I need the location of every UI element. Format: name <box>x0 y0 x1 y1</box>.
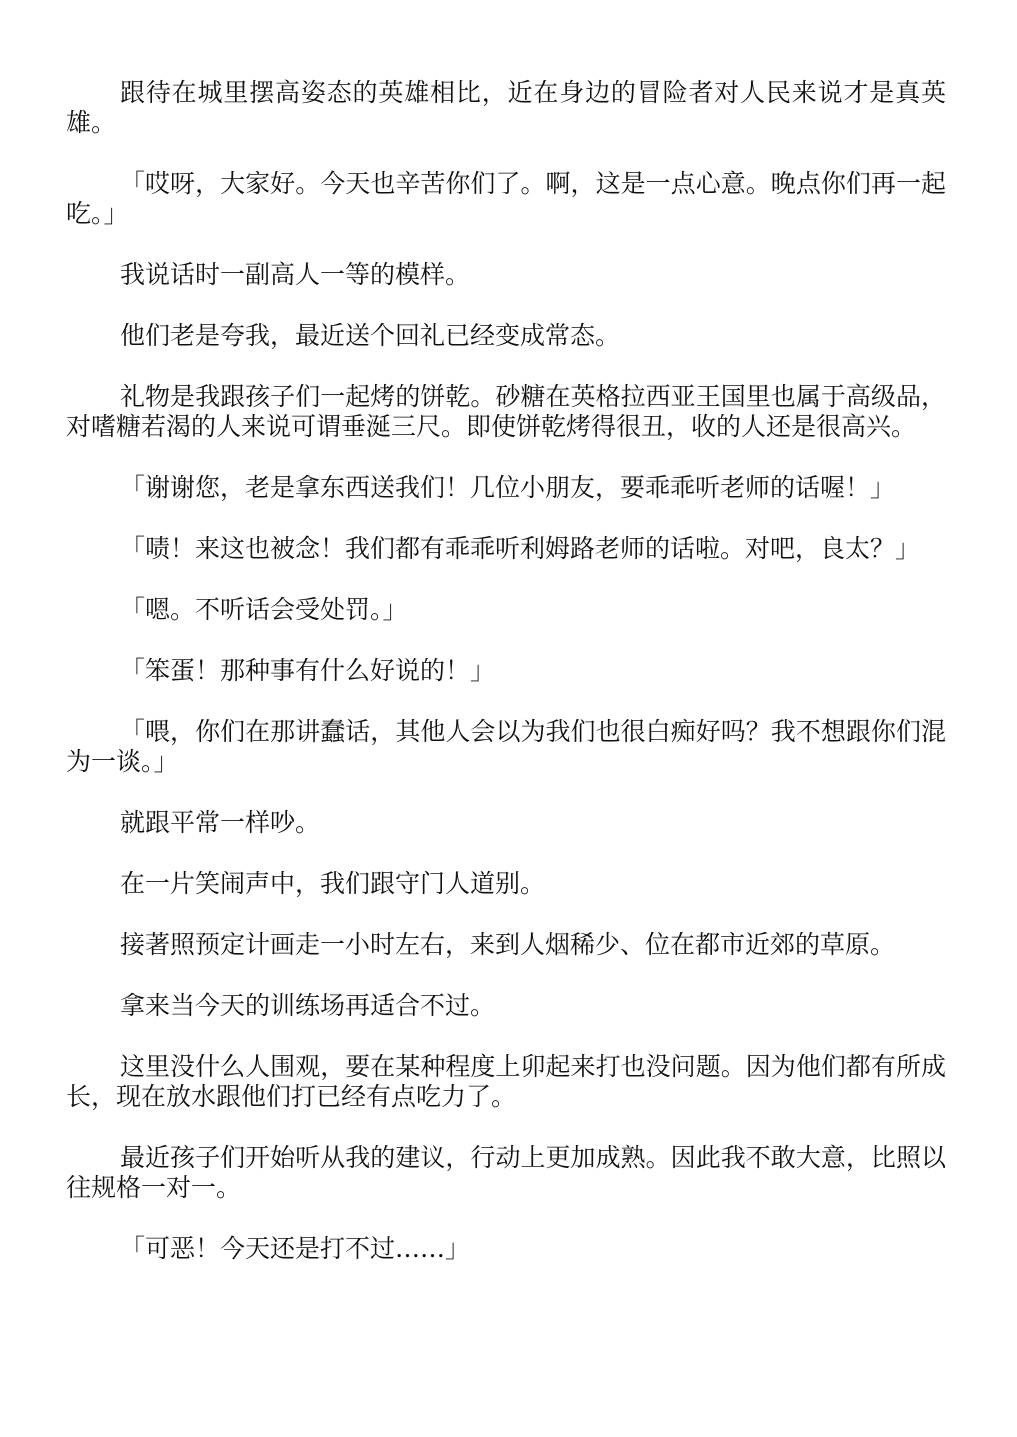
paragraph: 就跟平常一样吵。 <box>120 808 321 837</box>
paragraph: 在一片笑闹声中，我们跟守门人道别。 <box>120 869 546 898</box>
paragraph: 「笨蛋！那种事有什么好说的！」 <box>120 656 496 685</box>
paragraph: 最近孩子们开始听从我的建议，行动上更加成熟。因此我不敢大意，比照以往规格一对一。 <box>66 1143 946 1202</box>
paragraph: 拿来当今天的训练场再适合不过。 <box>120 991 496 1020</box>
paragraph: 我说话时一副高人一等的模样。 <box>120 260 471 289</box>
document-page <box>66 78 946 1295</box>
paragraph: 「可恶！今天还是打不过……」 <box>120 1234 471 1263</box>
paragraph: 接著照预定计画走一小时左右，来到人烟稀少、位在都市近郊的草原。 <box>120 930 896 959</box>
paragraph: 这里没什么人围观，要在某种程度上卯起来打也没问题。因为他们都有所成长，现在放水跟他们打已经有点吃力了。 <box>66 1052 946 1111</box>
paragraph: 他们老是夸我，最近送个回礼已经变成常态。 <box>120 321 621 350</box>
paragraph: 「嗯。不听话会受处罚。」 <box>120 595 408 624</box>
paragraph: 跟待在城里摆高姿态的英雄相比，近在身边的冒险者对人民来说才是真英雄。 <box>66 78 946 137</box>
paragraph: 「喂，你们在那讲蠢话，其他人会以为我们也很白痴好吗？我不想跟你们混为一谈。」 <box>66 717 946 776</box>
paragraph: 「哎呀，大家好。今天也辛苦你们了。啊，这是一点心意。晚点你们再一起吃。」 <box>66 169 946 228</box>
paragraph: 「谢谢您，老是拿东西送我们！几位小朋友，要乖乖听老师的话喔！」 <box>120 473 896 502</box>
paragraph: 「啧！来这也被念！我们都有乖乖听利姆路老师的话啦。对吧，良太？」 <box>120 534 921 563</box>
paragraph: 礼物是我跟孩子们一起烤的饼乾。砂糖在英格拉西亚王国里也属于高级品，对嗜糖若渴的人来说可谓垂涎三尺。即使饼乾烤得很丑，收的人还是很高兴。 <box>66 382 946 441</box>
